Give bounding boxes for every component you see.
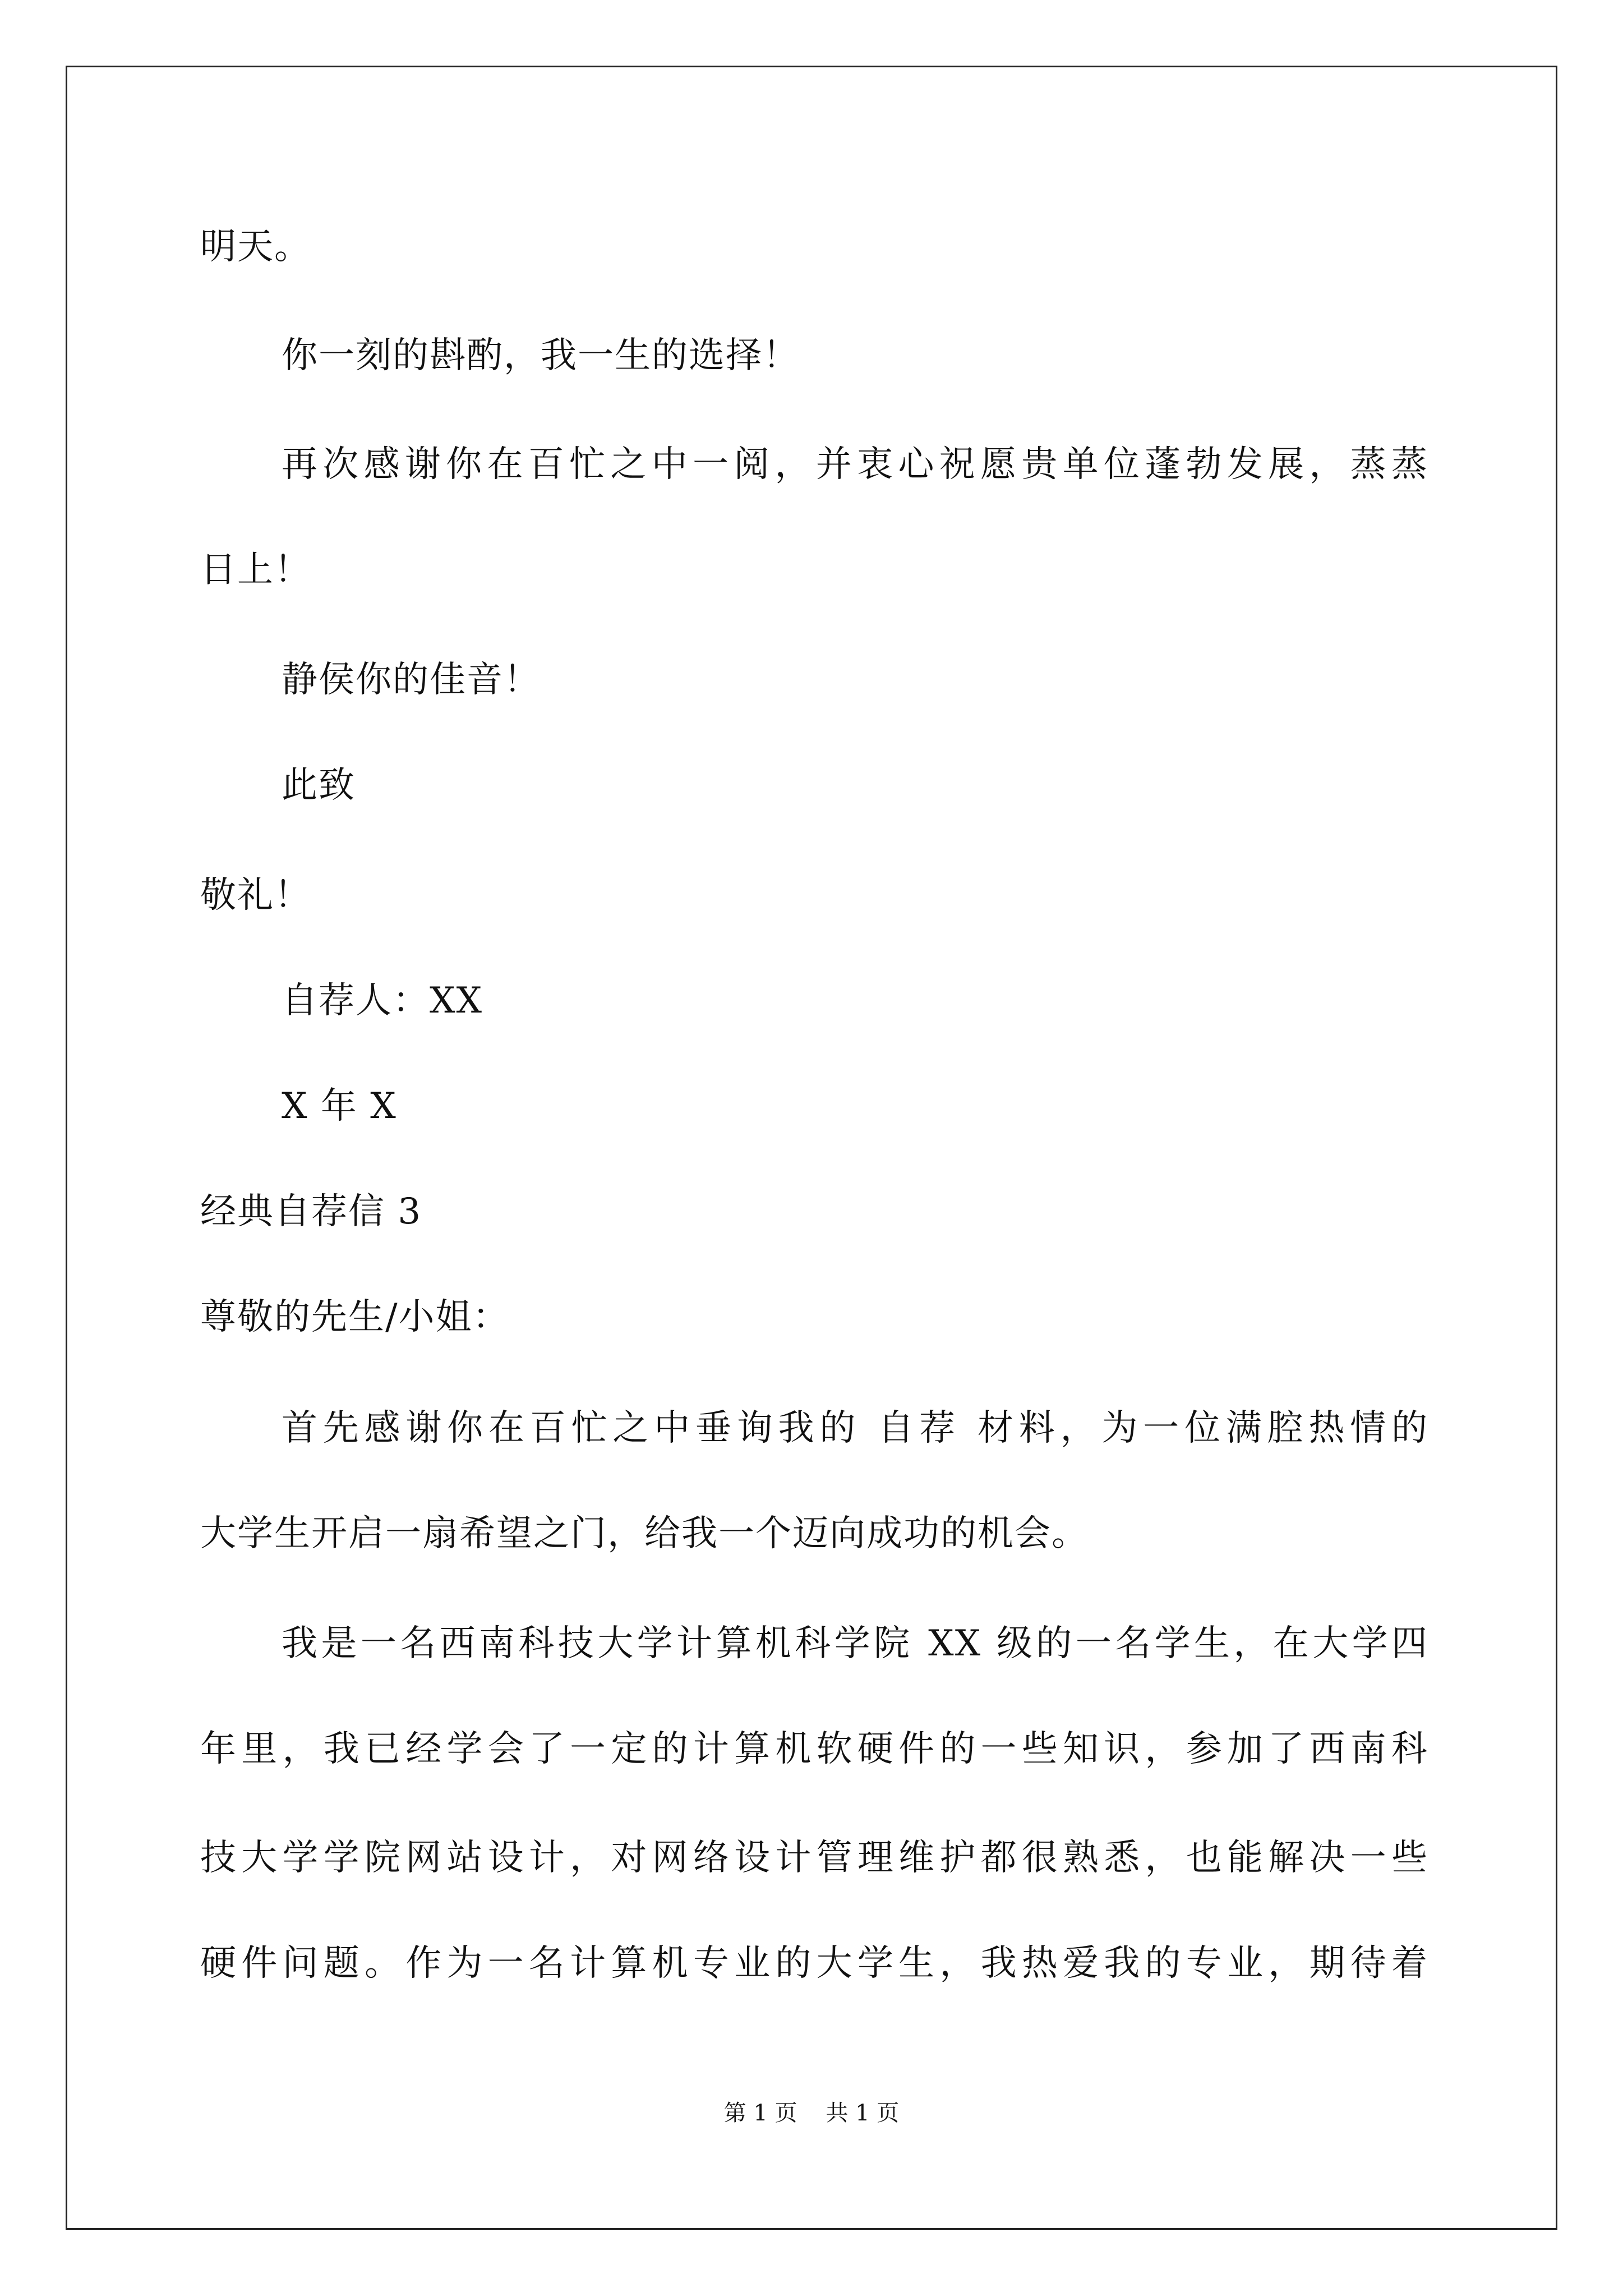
text-line: 再次感谢你在百忙之中一阅，并衷心祝愿贵单位蓬勃发展，蒸蒸 <box>282 444 1428 485</box>
text-line: 你一刻的斟酌，我一生的选择！ <box>282 335 800 376</box>
page-border <box>66 66 1557 2230</box>
text-line: 明天。 <box>200 226 311 268</box>
text-line: 首先感谢你在百忙之中垂询我的 自荐 材料，为一位满腔热情的 <box>282 1407 1428 1449</box>
text-line: 技大学学院网站设计，对网络设计管理维护都很熟悉，也能解决一些 <box>200 1837 1428 1879</box>
page-footer: 第 1 页 共 1 页 <box>723 2100 900 2126</box>
text-line: 大学生开启一扇希望之门，给我一个迈向成功的机会。 <box>200 1513 1089 1554</box>
text-line: 硬件问题。作为一名计算机专业的大学生，我热爱我的专业，期待着 <box>200 1943 1428 1984</box>
greeting: 尊敬的先生/小姐： <box>200 1296 510 1338</box>
text-line: 静侯你的佳音！ <box>282 659 541 701</box>
text-line: 日上！ <box>200 549 311 591</box>
text-line: 此致 <box>282 765 356 806</box>
text-line: 我是一名西南科技大学计算机科学院 XX 级的一名学生，在大学四 <box>282 1623 1428 1664</box>
text-line: 年里，我已经学会了一定的计算机软硬件的一些知识，参加了西南科 <box>200 1728 1428 1770</box>
signature-line: 自荐人：XX <box>282 980 483 1022</box>
date-line: X 年 X <box>282 1085 397 1127</box>
closing-salutation: 敬礼！ <box>200 875 311 916</box>
section-title: 经典自荐信 3 <box>200 1191 422 1232</box>
